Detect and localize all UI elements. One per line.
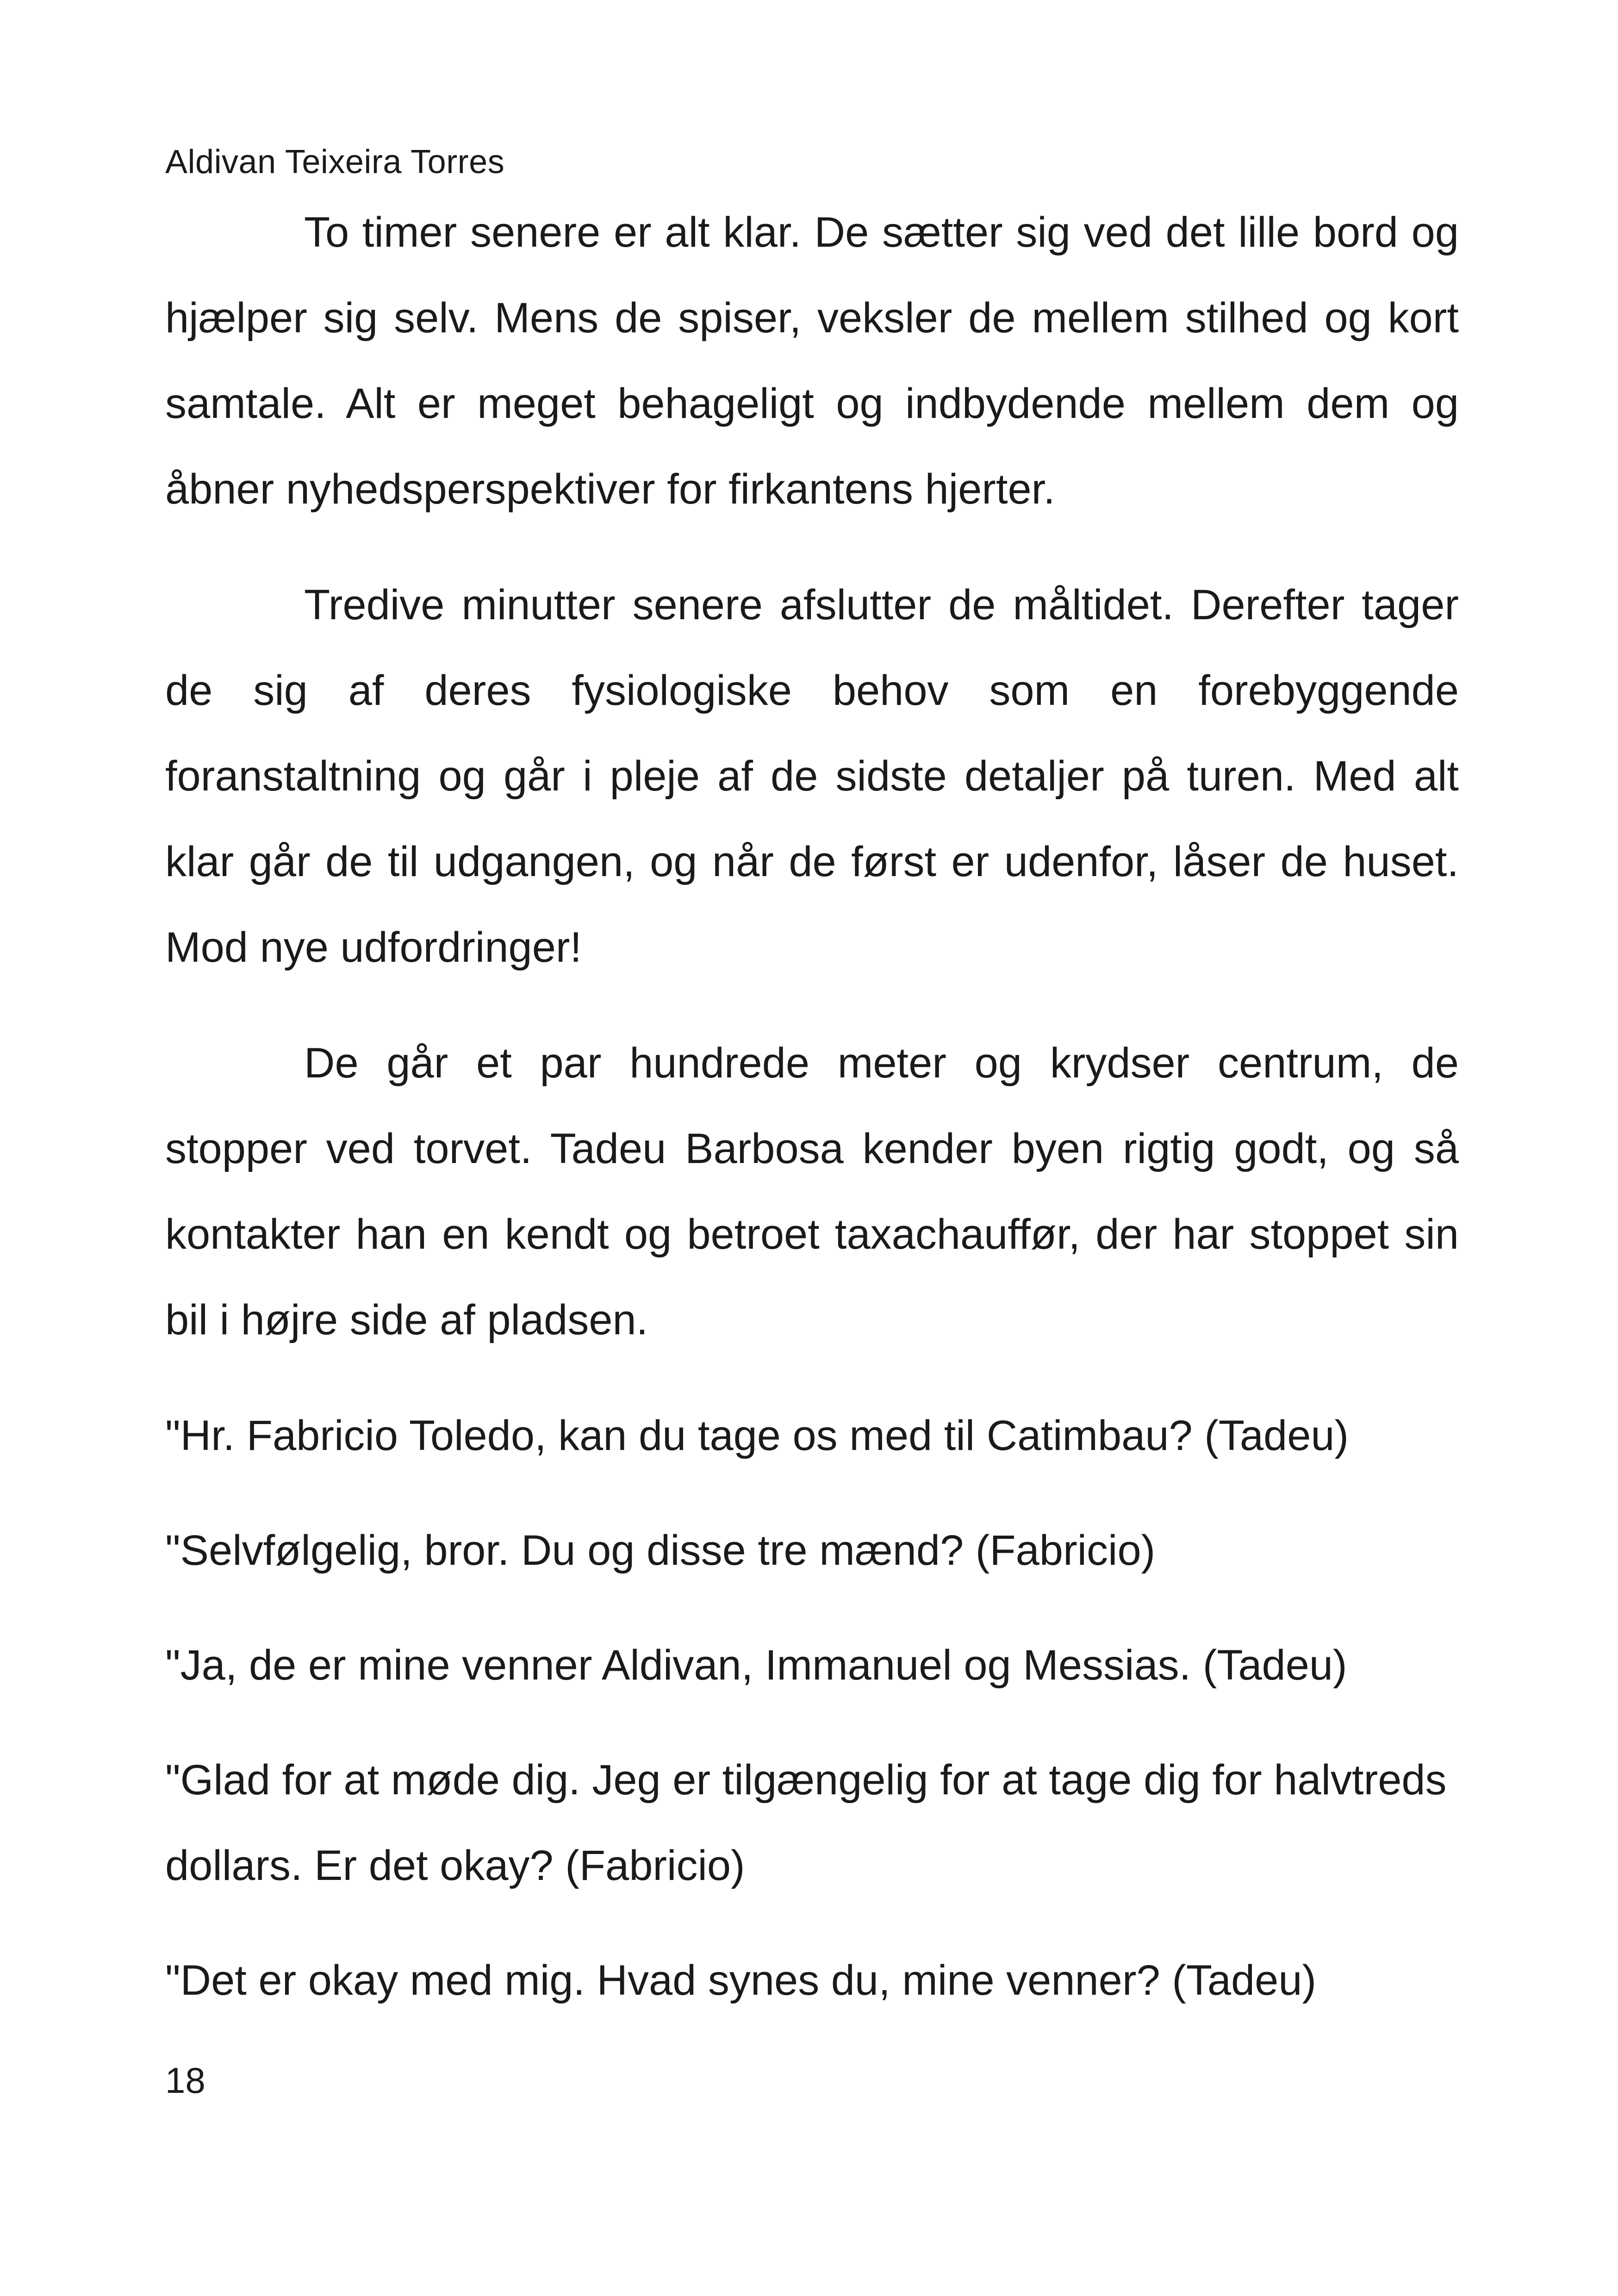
dialogue-line: "Hr. Fabricio Toledo, kan du tage os med til Catimbau? (Tadeu) — [165, 1412, 1349, 1459]
page-number: 18 — [165, 2060, 205, 2101]
dialogue-line: "Selvfølgelig, bror. Du og disse tre mænd? (Fabricio) — [165, 1527, 1156, 1574]
dialogue-line: "Glad for at møde dig. Jeg er tilgængelig for at tage dig for halvtreds dollars. Er det okay? (Fabricio) — [165, 1756, 1447, 1889]
dialogue-line: "Det er okay med mig. Hvad synes du, mine venner? (Tadeu) — [165, 1957, 1317, 2004]
paragraph: To timer senere er alt klar. De sætter sig ved det lille bord og hjælper sig selv. Mens de spiser, veksler de mellem stilhed og kort samtale. Alt er meget behageligt og indbydende mellem dem og åbner nyhedsperspektiver for firkantens hjerter. — [165, 209, 1459, 513]
paragraph: Tredive minutter senere afslutter de måltidet. Derefter tager de sig af deres fysiologiske behov som en forebyggende foranstaltning og går i pleje af de sidste detaljer på turen. Med alt klar går de til udgangen, og når de først er udenfor, låser de huset. Mod nye udfordringer! — [165, 581, 1459, 971]
dialogue-line: "Ja, de er mine venner Aldivan, Immanuel og Messias. (Tadeu) — [165, 1642, 1347, 1689]
paragraph: De går et par hundrede meter og krydser centrum, de stopper ved torvet. Tadeu Barbosa kender byen rigtig godt, og så kontakter han en kendt og betroet taxachauffør, der har stoppet sin bil i højre side af pladsen. — [165, 1039, 1459, 1344]
body-text — [165, 190, 1459, 2053]
running-header-author: Aldivan Teixeira Torres — [165, 143, 505, 180]
